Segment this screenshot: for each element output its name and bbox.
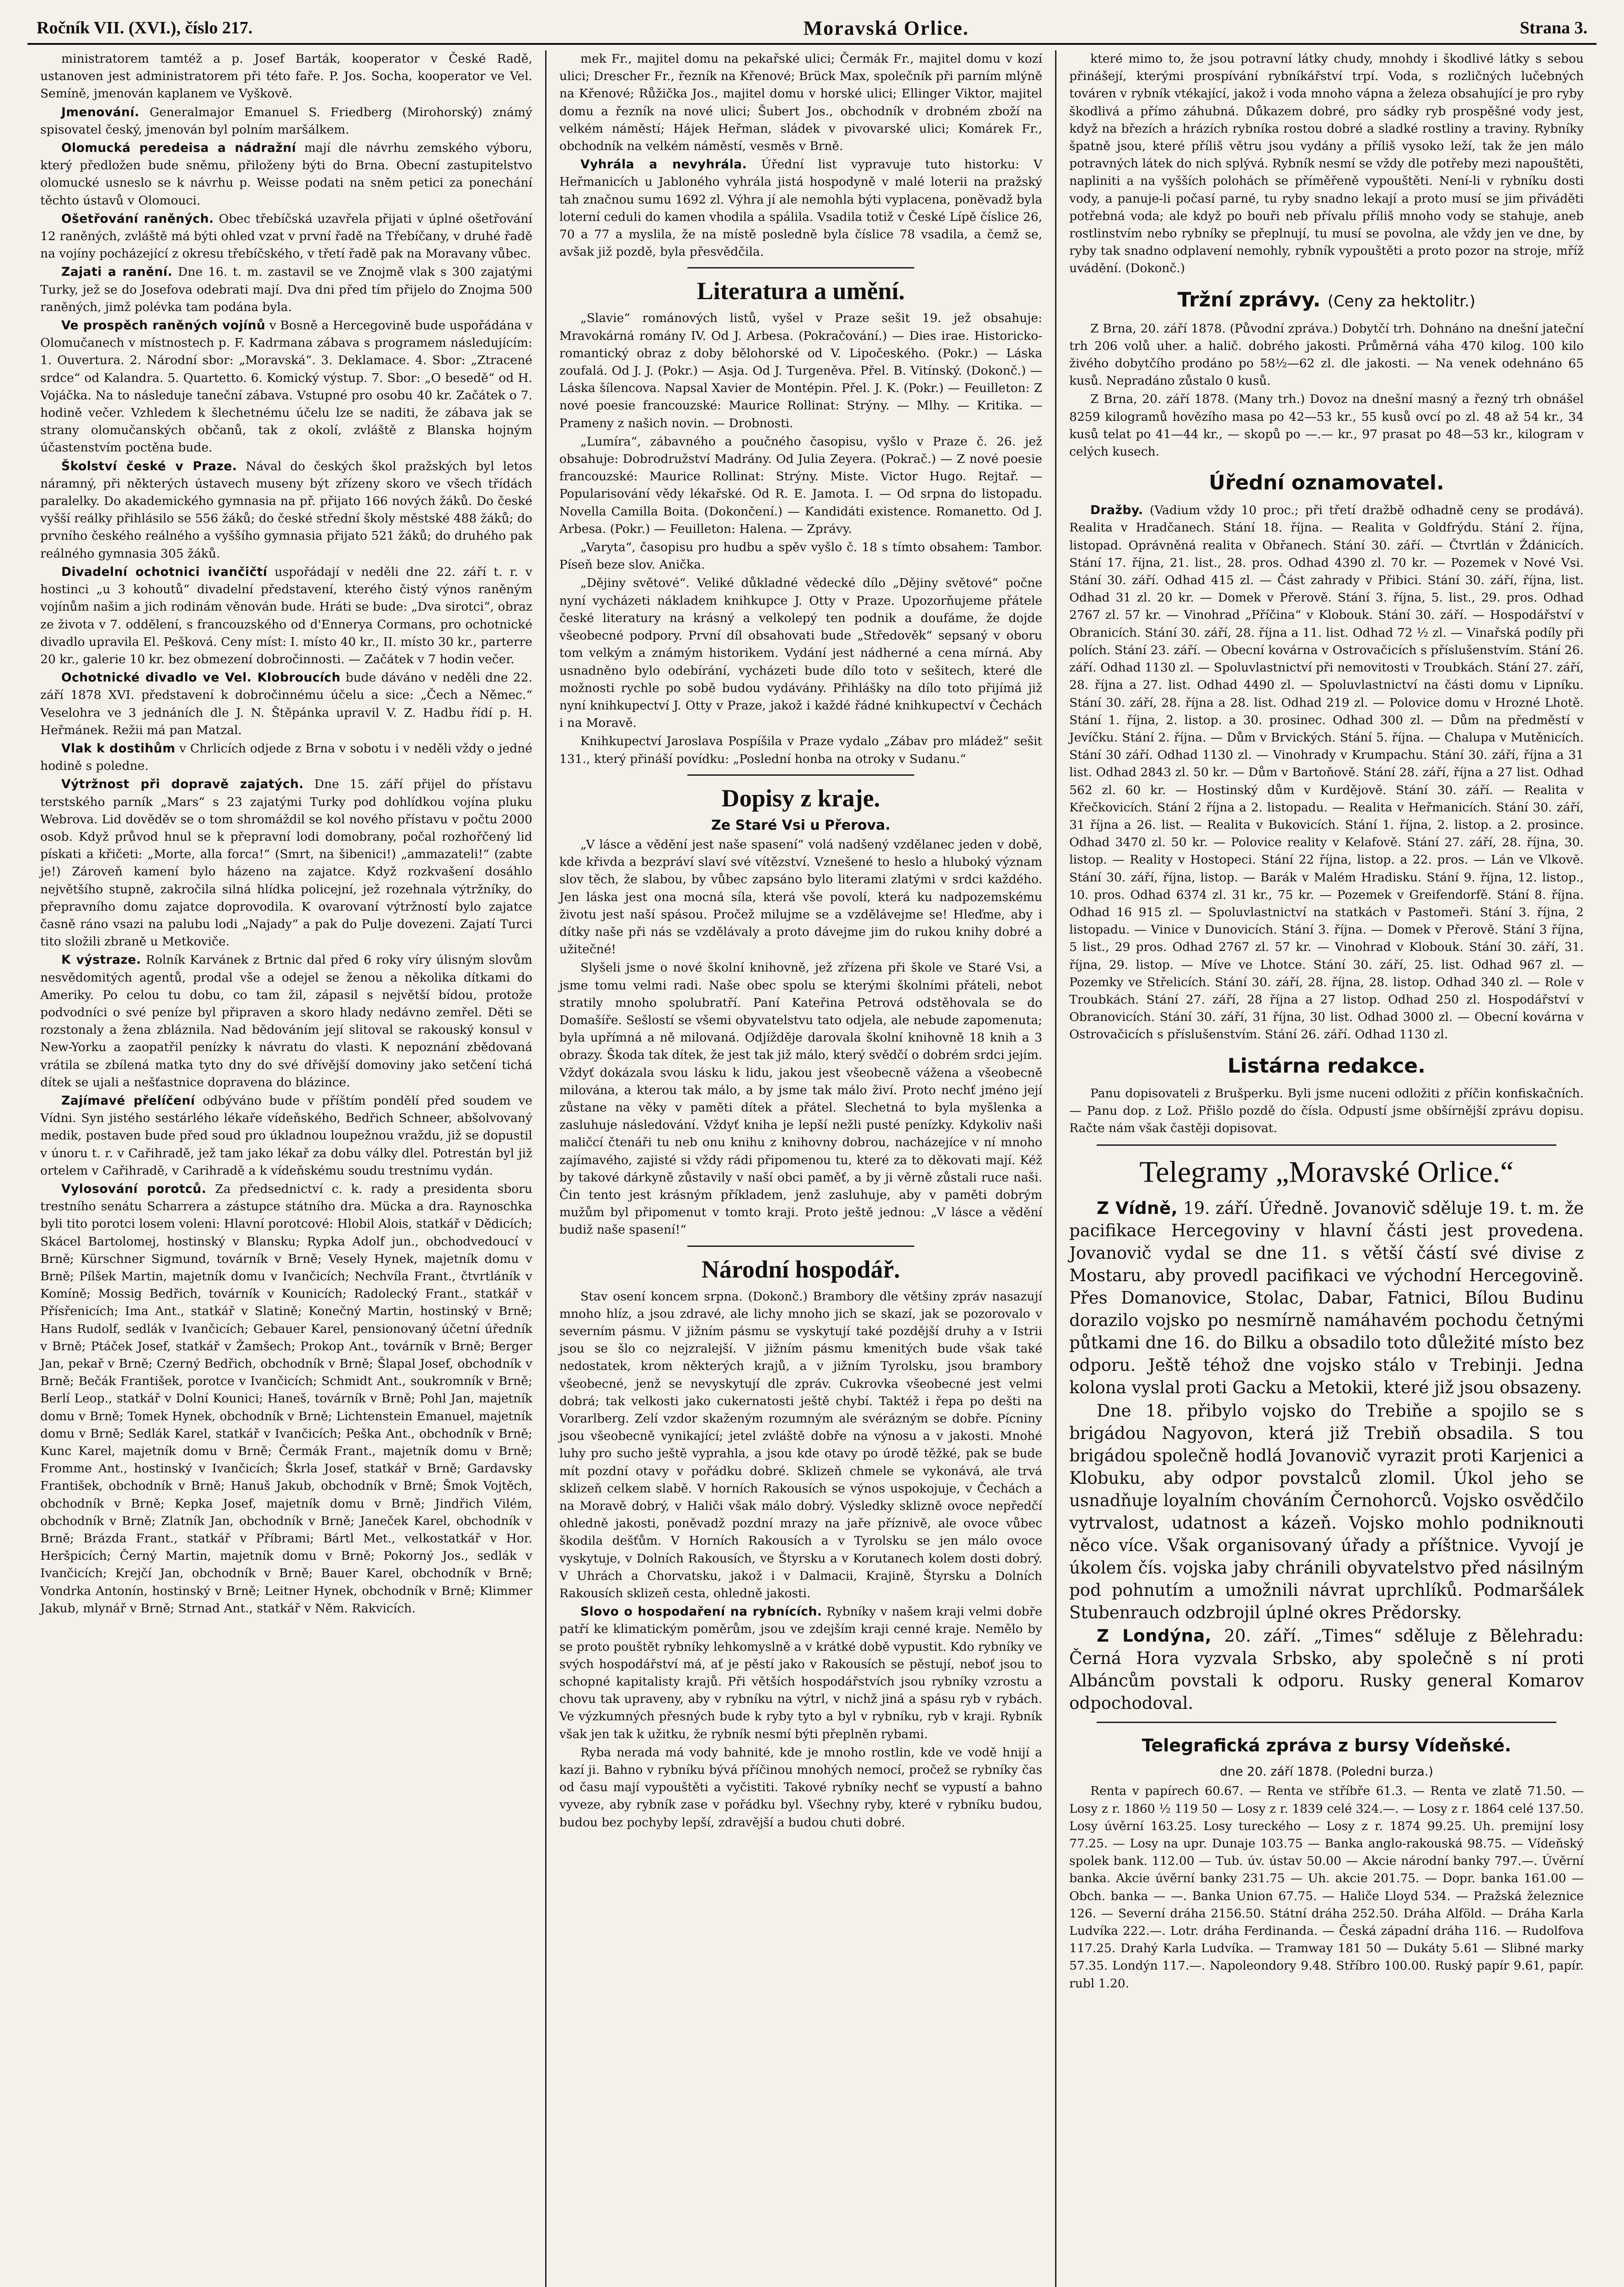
article-paragraph (40, 104, 532, 139)
article-text: „V lásce a vědění jest naše spasení“ volá nadšený vzdělanec jeden v době, kde křivda a bezpráví slaví své vítězství. Vznešené to heslo a hluboký význam slov těch, že slabou, by vůbec zapsáno bylo literami zlatými v srdci každého. Jen láska jest ona mocná síla, která vše povolí, která ku nadpozemskému životu jest naší spásou. Pročež milujme se a vzdělávejme se! Hleďme, aby i dítky naše při nás se vzdělávaly a proto dávejme jim do rukou knihy dobré a užitečné! (559, 837, 1042, 957)
article-lead: K výstraze. (61, 953, 141, 967)
article-text: Renta v papírech 60.67. — Renta ve stříbře 61.3. — Renta ve zlatě 71.50. — Losy z r. 1860 ½ 119 50 — Losy z r. 1839 celé 324.—. — Losy z r. 1864 celé 137.50. Losy úvěrní 163.25. Losy tureckého — Losy z r. 1874 99.25. Uh. premijní losy 77.25. — Losy na upr. Dunaje 103.75 — Banka anglo-rakouská 98.75. — Vídeňský spolek bank. 112.00 — Tub. úv. ústav 50.00 — Akcie národní banky 797.—. Úvěrní banka. Akcie úvěrní banky 231.75 — Uh. akcie 201.75. — Dopr. banka 161.00 — Obch. banka — —. Banka Union 67.75. — Haliče Lloyd 534. — Pražská železnice 126. — Severní dráha 2156.50. Státní dráha 252.50. Dráha Alföld. — Dráha Karla Ludvíka 222.—. Lotr. dráha Ferdinanda. — Česká západní dráha 116. — Rudolfova 117.25. Drahý Karla Ludvíka. — Tramway 181 50 — Dukáty 5.61 — Slibné marky 57.35. Londýn 117.—. Napoleondory 9.48. Stříbro 100.00. Ruský papír 9.61, papír. rubl 1.20. (1069, 1784, 1584, 1991)
market-subtitle: (Ceny za hektolitr.) (1327, 292, 1476, 311)
article-paragraph (1069, 320, 1584, 390)
letters-subheading: Ze Staré Vsi u Přerova. (711, 817, 890, 833)
article-lead: Ve prospěch raněných vojínů (61, 318, 266, 333)
article-paragraph (559, 574, 1042, 732)
article-text: 19. září. Úředně. Jovanovič sděluje 19. t. m. že pacifikace Hercegoviny v hlavní části jest provedena. Jovanovič vydal se dne 11. s větší částí své divise z Mostaru, aby provedl pacifikaci ve východní Hercegovině. Přes Domanovice, Stolac, Dabar, Fatnici, Bílou Budinu dorazilo vojsko po nesmírně namáhavém pochodu četnými půtkami dne 16. do Bilku a obsadilo toto důležité místo bez odporu. Ještě téhož dne vojsko stálo v Trebinji. Jedna kolona vyslal proti Gacku a Metokii, které již jsou obsazeny. (1069, 1198, 1584, 1398)
col3-top-articles (1069, 50, 1584, 278)
letterbox-heading: Listárna redakce. (1227, 1054, 1426, 1078)
article-lead: Vylosování porotců. (61, 1182, 207, 1196)
article-paragraph (40, 140, 532, 209)
article-paragraph (559, 1744, 1042, 1831)
article-text: „Slavie“ románových listů, vyšel v Praze sešit 19. jež obsahuje: Mravokárná romány IV. Od J. Arbesa. (Pokračování.) — Dies irae. Historicko-romantický obraz z doby bělohorské od V. Lipočeského. (Pokr.) — Láska zoufalá. Od J. J. (Pokr.) — Asja. Od J. Turgeněva. Přel. B. Vitínský. (Dokonč.) — Láska šílencova. Napsal Xavier de Montépin. Přel. J. K. (Pokr.) — Feuilleton: Z nové poesie francouzské: Maurice Rollinat: Strýny. — Mlhy. — Kritika. — Prameny z našich novin. — Drobnosti. (559, 311, 1042, 430)
official-articles (1069, 502, 1584, 1043)
article-lead: Olomucká peredeisa a nádražní (61, 141, 296, 156)
article-text: Knihkupectví Jaroslava Pospíšila v Praze vydalo „Zábav pro mládež“ sešit 131., který přináší povídku: „Poslední honba na otroky v Sudanu.“ (559, 734, 1042, 766)
divider (687, 267, 914, 268)
article-paragraph (40, 776, 532, 950)
columns (27, 50, 1597, 2287)
newspaper-title: Moravská Orlice. (803, 16, 969, 39)
article-paragraph (559, 733, 1042, 768)
column-1 (27, 50, 547, 2287)
article-paragraph (559, 156, 1042, 261)
article-paragraph (1069, 391, 1584, 461)
telegrams-heading: Telegramy „Moravské Orlice.“ (1139, 1155, 1514, 1189)
article-lead: Vlak k dostihům (61, 741, 176, 756)
article-text: 20. září. „Times“ sděluje z Bělehradu: Černá Hora vyzvala Srbsko, aby společně s ní proti Albáncům povstali k odporu. Rusky general Komarov odpochodoval. (1069, 1626, 1584, 1713)
article-text: Nával do českých škol pražských byl letos náramný, při některých ústavech museny být zřízeny skoro ve všech třídách paralelky. Do akademického gymnasia na př. přijato 166 nových žáků. Do české vyšší reálky přihlásilo se 556 žáků; do české střední školy městské 488 žáků; do prvního českého reálného a vyššího gymnasia přijato 521 žáků; do druhého pak reálného gymnasia 305 žáků. (40, 459, 532, 561)
article-paragraph (40, 1092, 532, 1180)
article-text: Ryba nerada má vody bahnité, kde je mnoho rostlin, kde ve vodě hnijí a kazí ji. Bahno v rybníku bývá příčinou mnohých nemocí, pročež se rybníky čas od času mají vypouštěti a vyčistiti. Takové rybníky nechť se vypustí a bahno vyveze, aby rybník zase v pořádku byl. Všechny ryby, které v rybníku budou, budou bez pochyby lepší, zdravější a budou chuti dobré. (559, 1745, 1042, 1830)
article-text: které mimo to, že jsou potravní látky chudy, mnohdy i škodlivé látky s sebou přinášejí, kterými prospívání rybníkářství trpí. Voda, s rozličných lučebných továren v rybník vtékající, jakož i voda mnoho vápna a železa obsahující je pro ryby škodlivá a přímo záhubná. Důkazem dobré, pro sádky ryb prospěšné vody jest, když na březích a hrázích rybníka rostou dobré a sladké rostliny a traviny. Rybníky špatně jsou, které příliš větru jsou vydány a příliš vysoko leží, tak že jen málo potravných látek do nich splývá. Rybník nesmí se vždy dle potřeby mezi napouštěti, napliniti a na vyšších polohách se příměřeně vypouštěti. Není-li v rybníku dosti vody, a panuje-li počasí parné, tu ryby snadno lekají a proto musí se jim přiváděti potřebná voda; ale když po bouři neb přívalu příliš mnoho vody se stahuje, aneb rostlinstvím nebo rybníky se přeplnují, tu musí se povolna, ale vždy jen ve dne, by ryby tak snadno odplavení nemohly, rybník vypouštěti a proto pozor na stroje, mříž uvádění. (Dokonč.) (1069, 52, 1584, 276)
article-text: „Dějiny světové“. Veliké důkladné vědecké dílo „Dějiny světové“ počne nyní vycházeti nákladem knihkupce J. Otty v Praze. Upozorňujeme přátele české literatury na krásný a velkolepý ten podnik a doufáme, že dojde všeobecné podpory. První díl obsahovati bude „Středověk“ sepsaný v oboru tom velkým a známým historikem. Vydání jest nádherné a cena mírná. Aby usnadněno bylo odebírání, vycházeti bude dílo toto v sešitech, které dle možnosti rychle po sobě budou vydávány. Přihlášky na dílo toto přijímá již nyní knihkupectví J. Otty v Praze, jakož i každé řádné knihkupectví v Čechách i na Moravě. (559, 576, 1042, 730)
divider (1097, 1144, 1556, 1146)
article-paragraph (559, 50, 1042, 155)
article-text: Dne 15. září přijel do přístavu terstského parník „Mars“ s 23 zajatými Turky pod dohlídkou vojína pluku Webrova. Lid dověděv se o tom shromáždil se kol nového přístavu v počtu 2000 osob. Když průvod hnul se k přepravní lodi domobrany, počal rozhořčený lid pískati a křičeti: „Morte, alla forca!“ (Smrt, na šibenici!) „ammazateli!“ (zabte je!) Zároveň kamení bylo házeno na zajatce. Když rozkvašení dosáhlo největšího stupně, zakročila silná hlídka policejní, jež rozehnala výtržníky, do přepravního domu zajatce doprovodila. K ovarovaní výtržností bylo zajatce časně ráno vsazi na palubu lodi „Najady“ a pak do Pulje dovezeni. Zajatí Turci tito složili zbraně u Metkoviče. (40, 777, 532, 949)
article-paragraph (559, 433, 1042, 538)
article-text: v Chrlicích odjede z Brna v sobotu i v neděli vždy o jedné hodině s poledne. (40, 741, 532, 773)
article-paragraph (40, 740, 532, 775)
market-heading (1069, 286, 1584, 316)
article-paragraph (559, 310, 1042, 432)
article-lead: Divadelní ochotnici ivančičtí (61, 564, 268, 579)
article-lead: Dražby. (1090, 503, 1143, 518)
article-lead: Výtržnost při dopravě zajatých. (61, 777, 304, 792)
article-text: Dne 18. přibylo vojsko do Trebiňe a spojilo se s brigádou Nagyovon, která již Trebiň obsadila. S tou brigádou společně hodlá Jovanovič vyrazit proti Karjenici a Klobuku, aby odpor povstalců zlomil. Úkol jeho se usnadňuje loyalním chováním Černohorců. Vojsko osvědčilo vytrvalost, udatnost a kázeň. Vojsko mohlo podniknouti něco více. Však organisovaný úřady a příštnice. Vyvojí je úkolem čís. vojska jaby chránili obyvatelstvo před násilným pod pohnutím a umožnili návrat uprchlíků. Podmaršálek Stubenrauch odzbrojil úplné okres Prědorsky. (1069, 1401, 1584, 1623)
article-lead: Slovo o hospodaření na rybnících. (580, 1605, 822, 1619)
bourse-heading: Telegrafická zpráva z bursy Vídeňské. (1142, 1735, 1511, 1756)
page-header (27, 13, 1597, 45)
article-paragraph (1069, 1197, 1584, 1399)
article-text: Panu dopisovateli z Brušperku. Byli jsme nuceni odložiti z příčin konfiskačních. — Panu dop. z Lož. Přišlo pozdě do čísla. Odpustí jsme obšírnější zprávu dopisu. Račte nám však častěji dopisovat. (1069, 1086, 1584, 1135)
article-text: Rybníky v našem kraji velmi dobře patří ke klimatickým poměrům, jsou ve zdejším kraji cenné kraje. Nemělo by se proto pouštět rybníky lehkomyslně a v krátké době vypustit. Kdo rybníky ve svých hospodářství má, ať je pěstí jako v Rakousích se pěstují, neboť jsou to schopné kapitalisty krajů. Při větších hospodářstvích jsou rybníky vzrostu a chovu tak upraveny, aby v rybníku na výtrl, v nichž jiná a spásu ryb v rybách. Ve výzkumných přesných bude k ryby tyto a byl v rybníku, ryb v kraji. Rybník však jen tak k užitku, že rybník nesmí býti přeplněn rybami. (559, 1605, 1043, 1741)
article-paragraph (1069, 50, 1584, 278)
article-text: Úřední list vypravuje tuto historku: V Heřmanicích u Jabloného vyhrála jistá hospodyně v malé loterii na pražský tah značnou sumu 1692 zl. Výhra jí ale nemohla býti vyplacena, poněvadž byla loterní ceduli do kamen vhodila a spálila. Vsadila totiž v České Lípě číslice 26, 70 a 77 a myslila, že na místě posledně byla číslice 78 vsadila, a čemž se, avšak již pozdě, byla přesvědčila. (559, 157, 1042, 259)
article-lead: Školství české v Praze. (61, 459, 237, 473)
column-3 (1056, 50, 1597, 2287)
article-paragraph (1069, 1625, 1584, 1714)
article-lead: Z Vídně, (1097, 1198, 1178, 1219)
column-2 (547, 50, 1056, 2287)
article-paragraph (1069, 1782, 1584, 1992)
article-paragraph (40, 458, 532, 563)
divider (687, 774, 914, 776)
article-text: Za předsednictví c. k. rady a presidenta sboru trestního senátu Scharrera a zástupce státního dra. Mücka a dra. Raynoschka byli tito porotci losem voleni: Hlavní porotcové: Hlobil Alois, statkář v Dědicích; Skácel Bartolomej, hostinský v Blansku; Rypka Adolf jun., obchodvedoucí v Brně; Kürschner Sigmund, továrník v Brně; Vesely Hynek, majetník domu v Brně; Pílšek Martin, majetník domu v Ivančicích; Nechvíla Frant., čtvrtláník v Komíně; Mossig Bedřich, továrník v Kounicích; Radolecký Frant., statkář v Přísřenicích; Ima Ant., statkář v Slatině; Konečný Martin, hostinský v Brně; Hans Rudolf, sedlák v Ivančicích; Gebauer Karel, pensionovaný účetní úředník v Brně; Ptáček Josef, statkář v Žamšech; Prokop Ant., továrník v Brně; Berger Jan, pekař v Brně; Czerný Bedřich, obchodník v Brně; Šlapal Josef, obchodník v Brně; Bečák František, porotce v Ivančicích; Schmidt Ant., soukromník v Brně; Berlí Leop., statkář v Dolní Kounici; Haneš, továrník v Brně; Pohl Jan, majetník domu v Brně; Tomek Hynek, obchodník v Brně; Lichtenstein Emanuel, majetník domu v Brně; Sedlák Karel, statkář v Ivančicích; Peška Ant., obchodník v Brně; Kunc Karel, majetník domu v Brně; Čermák Frant., majetník domu v Brně; Fromme Ant., hostinský v Ivančicích; Škrla Josef, statkář v Brně; Gardavsky František, obchodník v Brně; Hanuš Jakub, obchodník v Brně; Šmok Vojtěch, obchodník v Brně; Kepka Josef, majetník domu v Brně; Jindřich Vilém, obchodník v Brně; Zlatník Jan, obchodník v Brně; Janeček Karel, obchodník v Brně; Brázda Frant., statkář v Příbrami; Bártl Met., velkostatkář v Hor. Heršpicích; Černý Martin, majetník domu v Brně; Pokorný Jos., sedlák v Ivančicích; Krejčí Jan, obchodník v Brně; Bauer Karel, obchodník v Brně; Vondrka Antonín, hostinský v Brně; Leitner Hynek, obchodník v Brně; Klimmer Jakub, mlynář v Brně; Strnad Ant., statkář v Něm. Rakvicích. (40, 1182, 532, 1616)
col2-top-articles (559, 50, 1042, 261)
article-lead: Ochotnické divadlo ve Vel. Klobroucích (61, 671, 341, 685)
article-lead: Ošetřování raněných. (61, 211, 214, 226)
article-text: mají dle návrhu zemského výboru, který předložen bude sněmu, přiloženy býti do Brna. Obecní zastupitelstvo olomucké usneslo se k návrhu p. Weisse podati na sněm petici za ponechání těchto ústavů v Olomouci. (40, 141, 532, 208)
divider (687, 1246, 914, 1247)
newspaper-page (27, 13, 1597, 2287)
article-text: odbýváno bude v příštím pondělí před soudem ve Vídni. Syn jistého sestárlého lékaře vídeňského, Bedřich Schneer, abšolvovaný medik, postaven bude před soud pro úkladnou loupežnou vraždu, již se dopustil v únoru t. r. v Cařihradě, jež tam jako lékař za dobu války dlel. Potrestán byl již ortelem v Cařihradě, v Carihradě a k vídeňskému soudu trestnímu vydán. (40, 1093, 532, 1178)
article-text: bude dáváno v neděli dne 22. září 1878 XVI. představení k dobročinnému účelu a sice: „Čech a Němec.“ Veselohra ve 3 jednáních dle J. N. Štěpánka upravil V. Z. Hadbu řídí p. H. Heřmánek. Režii má pan Matzal. (40, 671, 532, 737)
article-paragraph (559, 836, 1042, 958)
article-lead: Zajímavé přelíčení (61, 1093, 195, 1108)
article-text: uspořádají v neděli dne 22. září t. r. v hostinci „u 3 kohoutů“ divadelní představení, kterého čistý výnos raněným vojínům našim a jich rodinám věnován bude. Hráti se bude: „Dva sirotci“, obraz ze života v 7. oddělení, s francouzského od d'Ennerya Cormans, pro ochotnické divadlo upravila El. Pešková. Ceny míst: I. místo 40 kr., II. místo 30 kr., parterre 20 kr., galerie 10 kr. bez obmezení dobročinnosti. — Začátek v 7 hodin večer. (40, 564, 532, 666)
article-paragraph (40, 1181, 532, 1617)
divider (1097, 1722, 1556, 1723)
article-lead: Z Londýna, (1097, 1626, 1212, 1646)
economy-articles (559, 1288, 1042, 1831)
article-text: v Bosně a Hercegovině bude uspořádána v Olomučanech v místnostech p. F. Kadrmana zábava s programem následujícím: 1. Ouvertura. 2. Národní sbor: „Moravská“. 3. Deklamace. 4. Sbor: „Ztracené srdce“ od Kalandra. 5. Quartetto. 6. Komický výstup. 7. Sbor: „O besedě“ od H. Vojáčka. Na to následuje taneční zábava. Vstupné pro osobu 40 kr. Začátek o 7. hodině večer. Vzhledem k šlechetnému účelu lze se naditi, že zábava jak se strany olomučanských občanů, tak z okolí, zvláště z Blanska hojným účastenstvím poctěna bude. (40, 318, 532, 455)
official-heading: Úřední oznamovatel. (1209, 471, 1444, 495)
article-paragraph (1069, 1085, 1584, 1138)
article-text: mek Fr., majitel domu na pekařské ulici; Čermák Fr., majitel domu v kozí ulici; Drescher Fr., řezník na Křenové; Brück Max, společník při parním mlýně na Křenové; Růžička Jos., majitel domu v horské ulici; Ellinger Viktor, majitel domu a řezník na nové ulici; Šubert Jos., obchodník v drobném zboží na velkém náměstí; Hájek Heřman, sládek v pivovarské ulici; Komárek Fr., obchodník na velkém náměstí, vesměs v Brně. (559, 52, 1042, 154)
article-text: „Lumíra“, zábavného a poučného časopisu, vyšlo v Praze č. 26. jež obsahuje: Dobrodružství Madrány. Od Julia Zeyera. (Pokrač.) — Z nové poesie francouzské: Maurice Rollinat: Strýny. Miste. Victor Hugo. Rejtař. — Popularisování vědy lékařské. Od R. E. Jamota. I. — Od srpna do listopadu. Novella Camilla Boita. (Dokončení.) — Kandidáti existence. Romanetto. Od J. Arbesa. (Pokr.) — Feuilleton: Halena. — Zprávy. (559, 434, 1042, 536)
article-paragraph (40, 951, 532, 1091)
letterbox-articles (1069, 1085, 1584, 1138)
article-paragraph (1069, 502, 1584, 1043)
article-text: Obec třebíčská uzavřela přijati v úplné ošetřování 12 raněných, zvláště má býti ohled vzat v první řadě na Třebíčany, v druhé řadě na vojíny pocházející z okresu třebíčského, v třetí řadě pak na Moravany vůbec. (40, 211, 532, 261)
literature-articles (559, 310, 1042, 768)
article-lead: Vyhrála a nevyhrála. (580, 157, 747, 172)
col1-articles (40, 50, 532, 1617)
article-paragraph (40, 669, 532, 739)
article-paragraph (559, 959, 1042, 1239)
letters-articles (559, 836, 1042, 1239)
article-text: Dne 16. t. m. zastavil se ve Znojmě vlak s 300 zajatými Turky, jež se do Josefova odebrati mají. Dva dni před tím přijelo do Znojma 500 raněných, jimž polévka tam podána byla. (40, 265, 532, 314)
market-title: Tržní zprávy. (1177, 288, 1321, 311)
article-paragraph (40, 50, 532, 103)
issue-info: Ročník VII. (XVI.), číslo 217. (37, 18, 253, 38)
article-paragraph (40, 564, 532, 668)
article-text: (Vadium vždy 10 proc.; při třetí dražbě odhadně ceny se prodává). Realita v Hradčanech. Stání 18. října. — Realita v Goldfrýdu. Stání 2. října, listopad. Oprávněná realita v Obřanech. Stání 30. září. — Čtvrtlán v Ždánicích. Stání 17. října, 21. list., 28. pros. Odhad 4390 zl. 70 kr. — Pozemek v Nové Vsi. Stání 30. září. Odhad 415 zl. — Část zahrady v Přibici. Stání 30. září, října, list. Odhad 31 zl. 20 kr. — Domek v Přerově. Stání 3. října, 5. list., 29. pros. Odhad 2767 zl. 57 kr. — Vinohrad „Příčina“ v Klobouk. Stání 30. září. — Hospodářství v Obranicích. Stání 30. září, 28. října a 11. list. Odhad 72 ½ zl. — Vinařská podíly při polích. Stání 23. září. — Obecní kovárna v Ostrovačicích s příslušenstvím. Stání 26. září. Odhad 1130 zl. — Spoluvlastnictví při nemovitosti v Troubkách. Stání 27. září, 28. října a 27. list. Odhad 4490 zl. — Spoluvlastnictví na části domu v Lipníku. Stání 30. září, 28. října a 28. list. Odhad 219 zl. — Polovice domu v Hrozné Lhotě. Stání 1. října, 2. listop. a 30. prosinec. Odhad 300 zl. — Dům na předměstí v Jevíčku. Stání 2. října. — Dům v Brvických. Stání 5. října. — Chalupa v Mutěnicích. Stání 30 září. Odhad 1130 zl. — Vinohrady v Krumpachu. Stání 30. září, října a 31 list. Odhad 2843 zl. 50 kr. — Dům v Bartoňově. Stání 28. září, října a 27 list. Odhad 562 zl. 60 kr. — Hostinský dům v Kurdějově. Stání 30. září. — Realita v Křečkovicích. Stání 2 října a 2. listopadu. — Realita v Heřmanicích. Stání 30. září, 31 října a 26. list. — Realita v Bukovicích. Stání 1. října, 2. listop. a 2. prosince. Odhad 3470 zl. 50 kr. — Polovice reality v Kelafově. Stání 27. září, 28. října, 30. listop. — Reality v Hostopeci. Stání 22 října, listop. a 22. pros. — Lán ve Vlkově. Stání 30. září, října, listop. — Barák v Malém Hradisku. Stání 9. října, 12. listop., 10. pros. Odhad 6374 zl. 31 kr., 75 kr. — Pozemek v Greifendorfě. Stání 8. října. Odhad 16 915 zl. — Spoluvlastnictví na statkách v Pastomeři. Stání 3. října, 2 listopadu. — Vinice v Dunovicích. Stání 3. října. — Domek v Přerově. Stání 3 října, 5 list., 29 pros. Odhad 2767 zl. 57 kr. — Vinohrad v Klobouk. Stání 30. září, 31. října, 29. listop. — Míve ve Lhotce. Stání 30. září, 25. list. Odhad 967 zl. — Pozemky ve Střelicích. Stání 30. září, 28. října, 28. listop. Odhad 340 zl. — Role v Troubkách. Stání 27. září, 28 října a 27 listop. Odhad 250 zl. Hospodářství v Obranovicích. Stání 30. září, 31 října, 30 list. Odhad 3000 zl. — Obecní kovárna v Ostrovačicích s příslušenstvím. Stání 26. září. Odhad 1130 zl. (1069, 503, 1584, 1042)
article-text: Slyšeli jsme o nové školní knihovně, jež zřízena při škole ve Staré Vsi, a jsme tomu velmi radi. Naše obec spolu se kterými školními přáteli, nebot stratily mnoho spolubratří. Paní Kateřina Petrová odstěhovala se do Domašíře. Sešlostí se všemi obyvatelstvu tato odjela, ale nebude zapomenuta; byla upřímná a ně milovaná. Odjížděje darovala školní knihovně 18 knih a 3 obrazy. Škoda tak dítek, že jest tak již málo, který svědčí o dobrém srdci jejím. Vždyť dokázala svou lásku k lidu, jakou jest všeobecně vážena a všeobecně milována, a kterou tak málo, a by jsme tak málo živí. Proto nechť jméno její zůstane na věky v paměti dítek a přátel. Slechetná to byla myšlenka a zasluhuje následování. Vždyť kniha je lepší nežli pusté penízky. Kdykoliv naši maličcí čtenáři tu neb onu knihu z knihovny dobrou, nacházejíce v ní mnoho zajímavého, zajisté si vždy rádi připomenou tu, které za to děkovati mají. Kéž by takové dárkyně zůstavily v naší obci paměť, a by ji věrně zůstali ruce naši. Čin tento jest krásným příkladem, jenž zasluhuje, aby v paměti dobrým mužům byl připomenut v tomto kraji. Proto ještě jednou: „V lásce a vědění budiž naše spasení!“ (559, 961, 1042, 1237)
bourse-subheading: dne 20. září 1878. (Poledni burza.) (1220, 1765, 1433, 1779)
article-paragraph (40, 317, 532, 457)
article-text: Stav osení koncem srpna. (Dokonč.) Brambory dle většiny zpráv nasazují mnoho hlíz, a jsou zdravé, ale lichy mnoho jich se skazí, jak se pozorovalo v severním pásmu. V jižním pásmu se vyskytují také pozdější druhy a v Istrii jsou se šlo co nejzralejší. V jižním pásmu kmenitých bude však také nedostatek, krom některých krajů, a v jižním Tyrolsku, jsou brambory všeobecné, jenž se nevyskytují dle zpráv. Cukrovka všeobecné jest velmi dobrá; tak velkosti jako cukernatosti ještě chybí. Taktéž i řepa po dešti na Vorarlberg. Zelí vzdor skaženým rozumným ale svérázným se dobře. Pícniny jsou všeobecně vynikající; jetel zvláště dobře na výnosu a v jakosti. Mnohé luhy pro sucho ještě vyprahla, a jsou kde otavy po úrodě těžké, pak se bude mít pozdní otavy v pořádku dobré. Sklizeň chmele se vykonává, ale trvá sklizeň celkem slabě. V horních Rakousích se výnos uspokojuje, v Čechách a na Moravě dobrý, v Haliči však málo dobrý. Výsledky sklizně ovoce nepředčí ohledně jakosti, poněvadž pozdní mrazy na jaře příznivě, ale ovoce vůbec škodila dešťům. V Horních Rakousích a v Tyrolsku se jen málo ovoce vyskytuje, v Dolních Rakousích, ve Štyrsku a v Korutanech kolem dosti dobrý. V Uhrách a Chorvatsku, jakož i v Dalmacii, Krajině, Štyrsku a Dolních Rakousích sklizeň cesta, ohledně jakosti. (559, 1289, 1042, 1601)
telegrams-articles (1069, 1197, 1584, 1714)
article-text: ministratorem tamtéž a p. Josef Barták, kooperator v České Radě, ustanoven jest administratorem při této faře. P. Jos. Socha, kooperator ve Vel. Semíně, jmenován kaplanem ve Vyškově. (40, 52, 532, 101)
article-text: Z Brna, 20. září 1878. (Many trh.) Dovoz na dnešní masný a řezný trh obnášel 8259 kilogramů hovězího masa po 42—53 kr., 55 kusů ovcí po zl. 48 až 54 kr., 34 kusů telat po 41—44 kr., — skopů po —.— kr., 97 prasat po 48—53 kr., kilogram v celých kusech. (1069, 392, 1584, 459)
article-paragraph (40, 210, 532, 263)
article-lead: Zajati a ranění. (61, 265, 173, 279)
article-text: „Varyta“, časopisu pro hudbu a spěv vyšlo č. 18 s tímto obsahem: Tambor. Píseň beze slov. Anička. (559, 540, 1042, 572)
economy-heading: Národní hospodář. (701, 1255, 900, 1283)
bourse-articles (1069, 1782, 1584, 1992)
article-text: Rolník Karvánek z Brtnic dal před 6 roky víry úlisným slovům nesvědomitých agentů, prodal vše a odejel se ženou a několika dítkami do Ameriky. Po celou tu dobu, co tam žil, zápasil s největší bídou, protože podvodníci o své peníze byl připraven a skoro hlady nedávno zemřel. Děti se rozstonaly a žena zbláznila. Nad bědováním její slitoval se rakouský konsul v New-Yorku a zaopatřil penízky k návratu do vlasti. K nepoznání zbědovaná vrátila se zbílená matka tyto dny do své dřívější domoviny jako setčení tichá dítek se ujali a nešťastnice dopravena do blázince. (40, 953, 532, 1090)
article-paragraph (559, 1603, 1042, 1743)
market-articles (1069, 320, 1584, 461)
article-paragraph (40, 263, 532, 316)
article-paragraph (559, 1288, 1042, 1603)
article-text: Generalmajor Emanuel S. Friedberg (Mirohorský) známý spisovatel český, jmenován byl polním maršálkem. (40, 105, 532, 137)
article-text: Z Brna, 20. září 1878. (Původní zpráva.) Dobytčí trh. Dohnáno na dnešní jateční trh 206 volů uher. a halič. dobrého jakosti. Průměrná váha 470 kilog. 100 kilo živého dobytčího prodáno po 58½—62 zl. dle jakosti. — Na venek odehnáno 65 kusů. Nepradáno zůstalo 0 kusů. (1069, 321, 1584, 388)
article-paragraph (1069, 1400, 1584, 1624)
page-number: Strana 3. (1520, 18, 1587, 38)
article-paragraph (559, 539, 1042, 574)
letters-heading: Dopisy z kraje. (721, 784, 880, 812)
article-lead: Jmenování. (61, 105, 139, 119)
literature-heading: Literatura a umění. (697, 277, 905, 305)
